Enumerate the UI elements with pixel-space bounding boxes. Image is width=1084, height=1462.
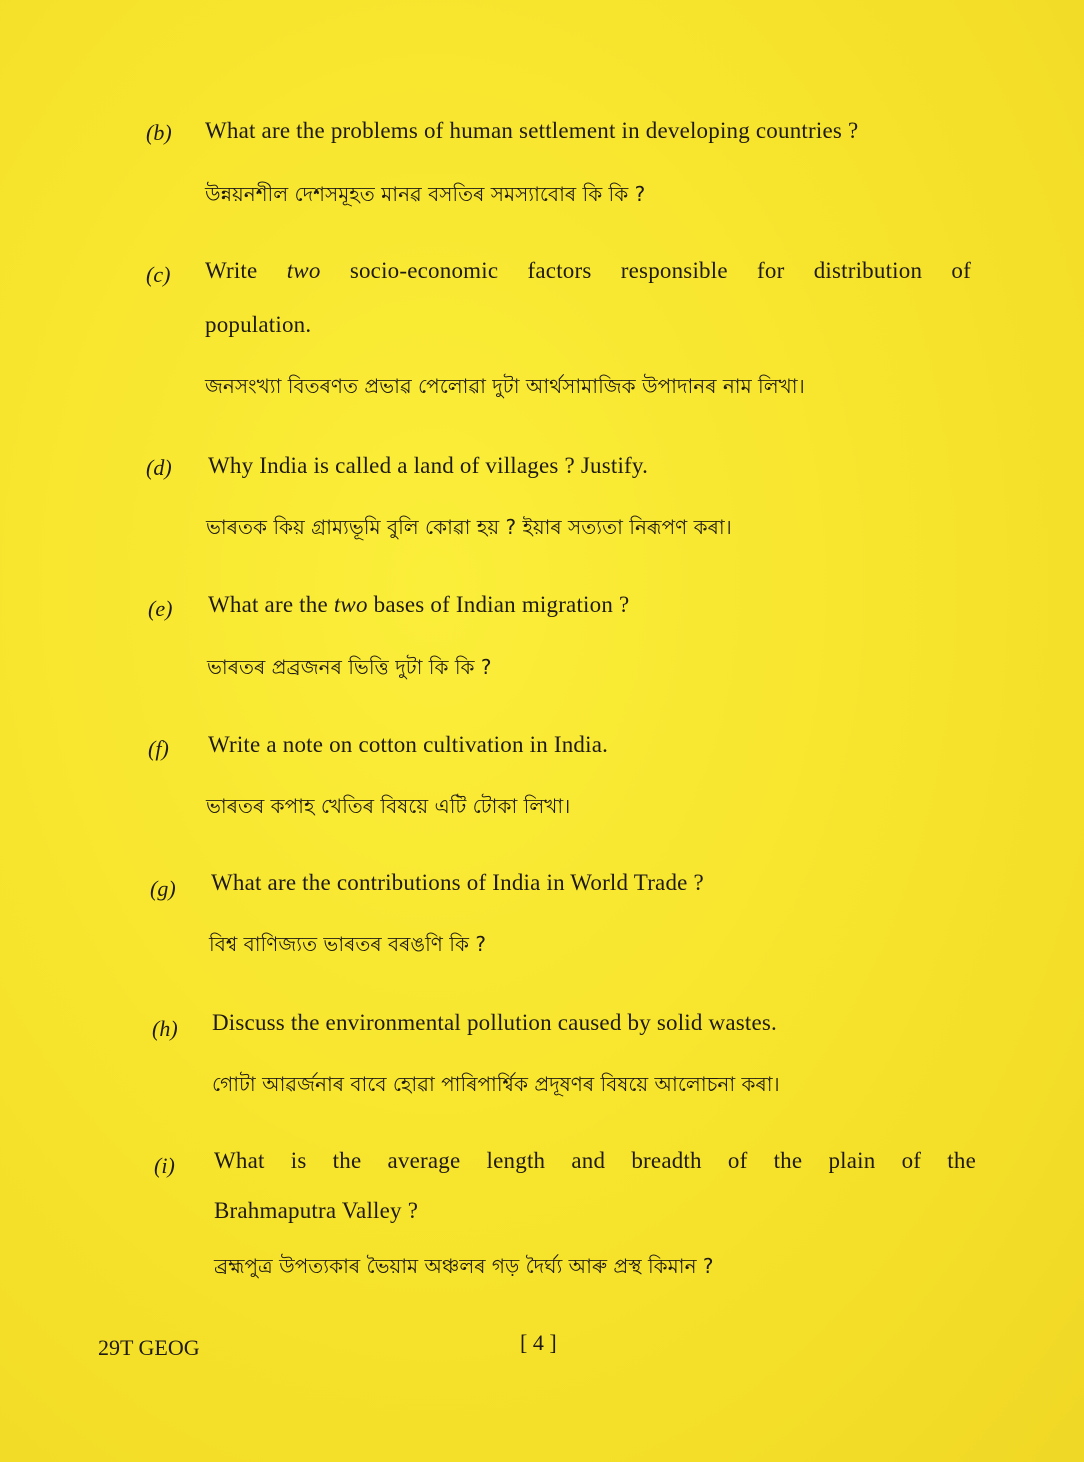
question-i-line1: What is the average length and breadth of the plain of the bbox=[214, 1148, 976, 1173]
question-c-line2: population. bbox=[205, 312, 312, 337]
question-text-bn-i: ব্ৰহ্মপুত্ৰ উপত্যকাৰ ভৈয়াম অঞ্চলৰ গড় দৈৰ্ঘ্য আৰু প্ৰস্থ কিমান ? bbox=[214, 1254, 714, 1278]
question-text-en-i bbox=[214, 1138, 976, 1234]
question-text-en-e: What are the two bases of Indian migration ? bbox=[208, 592, 630, 617]
question-text-en-g: What are the contributions of India in World Trade ? bbox=[211, 870, 704, 895]
question-text-en-c bbox=[205, 248, 971, 348]
question-label-i: (i) bbox=[154, 1153, 175, 1178]
question-text-bn-g: বিশ্ব বাণিজ্যত ভাৰতৰ বৰঙণি কি ? bbox=[209, 932, 486, 956]
question-text-bn-h: গোটা আৱৰ্জনাৰ বাবে হোৱা পাৰিপাৰ্শ্বিক প্ৰদূষণৰ বিষয়ে আলোচনা কৰা। bbox=[212, 1072, 780, 1096]
question-label-c: (c) bbox=[146, 262, 171, 287]
question-text-en-f: Write a note on cotton cultivation in India. bbox=[208, 732, 609, 757]
question-label-e: (e) bbox=[148, 596, 173, 621]
question-text-en-h: Discuss the environmental pollution caused by solid wastes. bbox=[212, 1010, 777, 1035]
question-i-line2: Brahmaputra Valley ? bbox=[214, 1198, 419, 1223]
question-label-h: (h) bbox=[152, 1016, 178, 1041]
question-text-bn-d: ভাৰতক কিয় গ্ৰাম্যভূমি বুলি কোৱা হয় ? ইয়াৰ সত্যতা নিৰূপণ কৰা। bbox=[206, 515, 732, 539]
question-c-line1: Write two socio-economic factors responsible for distribution of bbox=[205, 258, 971, 283]
question-text-en-d: Why India is called a land of villages ? Justify. bbox=[208, 453, 649, 478]
question-text-en-b: What are the problems of human settlement in developing countries ? bbox=[205, 118, 859, 143]
question-text-bn-e: ভাৰতৰ প্ৰব্ৰজনৰ ভিত্তি দুটা কি কি ? bbox=[207, 655, 492, 679]
question-label-d: (d) bbox=[146, 455, 172, 480]
page-number: [ 4 ] bbox=[520, 1330, 557, 1355]
question-label-f: (f) bbox=[148, 736, 169, 761]
question-label-g: (g) bbox=[150, 876, 176, 901]
question-text-bn-c: জনসংখ্যা বিতৰণত প্ৰভাৱ পেলোৱা দুটা আৰ্থসামাজিক উপাদানৰ নাম লিখা। bbox=[205, 374, 805, 398]
question-text-bn-b: উন্নয়নশীল দেশসমূহত মানৱ বসতিৰ সমস্যাবোৰ কি কি ? bbox=[205, 182, 646, 206]
question-label-b: (b) bbox=[146, 120, 172, 145]
question-text-bn-f: ভাৰতৰ কপাহ খেতিৰ বিষয়ে এটি টোকা লিখা। bbox=[206, 794, 571, 818]
paper-code: 29T GEOG bbox=[98, 1335, 200, 1360]
